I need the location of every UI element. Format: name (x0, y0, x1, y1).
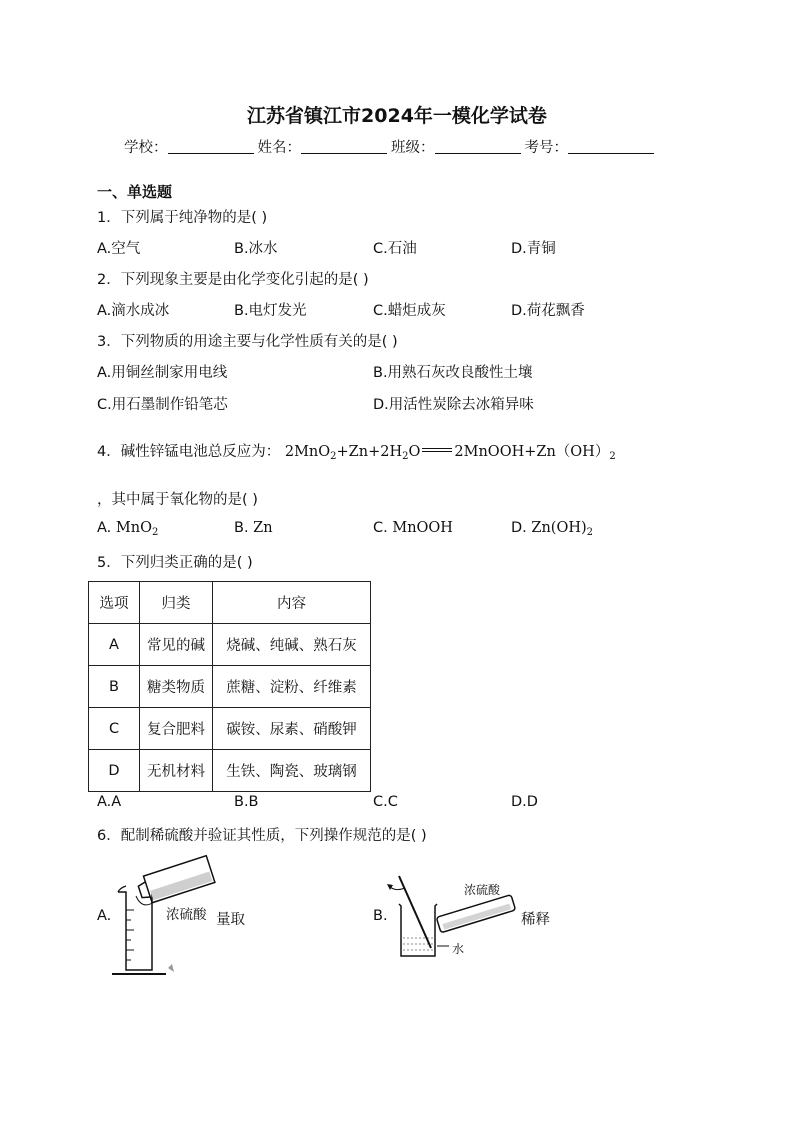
classification-table (88, 581, 371, 792)
class-field[interactable] (435, 139, 521, 154)
school-label: 学校： (124, 140, 168, 156)
q6-a-action: 量取 (216, 912, 245, 928)
q3-option-d[interactable]: D.用活性炭除去冰箱异味 (373, 397, 534, 413)
q6-b-water: 水 (452, 942, 465, 956)
q2-option-c[interactable]: C.蜡炬成灰 (373, 303, 446, 319)
q3-option-c[interactable]: C.用石墨制作铅笔芯 (97, 397, 228, 413)
table-header-row (89, 582, 371, 624)
student-info-line (124, 136, 658, 157)
q4-stem-text: 4．碱性锌锰电池总反应为： (97, 444, 281, 460)
reaction-equation: $2MnO_2+Zn+2H_2O$ $2MnOOH+Zn(OH)_2$ (284, 444, 616, 462)
table-cell: D (89, 750, 140, 792)
number-field[interactable] (568, 139, 654, 154)
q3-option-b[interactable]: B.用熟石灰改良酸性土壤 (373, 365, 533, 381)
table-header: 选项 (89, 582, 140, 624)
q5-option-d[interactable]: D.D (511, 794, 538, 810)
question-1-stem: 1．下列属于纯净物的是( ) (97, 210, 268, 226)
section-heading: 一、单选题 (97, 183, 173, 201)
table-header: 归类 (140, 582, 213, 624)
q3-option-a[interactable]: A.用铜丝制家用电线 (97, 365, 228, 381)
q6-option-a[interactable]: A. (97, 908, 112, 924)
q4-option-b[interactable]: B. Zn (234, 520, 273, 536)
table-cell: C (89, 708, 140, 750)
school-field[interactable] (168, 139, 254, 154)
table-cell: 糖类物质 (140, 666, 213, 708)
table-cell: 复合肥料 (140, 708, 213, 750)
table-cell: 碳铵、尿素、硝酸钾 (213, 708, 371, 750)
q2-option-b[interactable]: B.电灯发光 (234, 303, 307, 319)
question-5-stem: 5．下列归类正确的是( ) (97, 555, 253, 571)
q1-option-a[interactable]: A.空气 (97, 241, 141, 257)
name-label: 姓名： (257, 140, 301, 156)
q6-b-label: 浓硫酸 (464, 883, 501, 897)
q6-a-label: 浓硫酸 (166, 907, 207, 923)
q6-b-action: 稀释 (521, 912, 550, 928)
question-6-stem: 6．配制稀硫酸并验证其性质，下列操作规范的是( ) (97, 828, 427, 844)
q1-option-b[interactable]: B.冰水 (234, 241, 278, 257)
table-row (89, 750, 371, 792)
table-row (89, 666, 371, 708)
class-label: 班级： (391, 140, 435, 156)
q1-option-d[interactable]: D.青铜 (511, 241, 556, 257)
q4-option-a[interactable]: A. MnO$_2$ (97, 520, 159, 538)
table-row (89, 708, 371, 750)
table-row (89, 624, 371, 666)
q4-option-d[interactable]: D. $Zn(OH)_2$ (511, 520, 594, 538)
q5-option-b[interactable]: B.B (234, 794, 259, 810)
q6-option-b[interactable]: B. (373, 908, 388, 924)
table-cell: 烧碱、纯碱、熟石灰 (213, 624, 371, 666)
question-4-stem (97, 440, 616, 462)
q4-stem-continued: ，其中属于氧化物的是( ) (97, 492, 258, 508)
q2-option-d[interactable]: D.荷花飘香 (511, 303, 585, 319)
table-header: 内容 (213, 582, 371, 624)
table-cell: 无机材料 (140, 750, 213, 792)
q1-option-c[interactable]: C.石油 (373, 241, 417, 257)
number-label: 考号： (524, 140, 568, 156)
q5-option-a[interactable]: A.A (97, 794, 122, 810)
table-cell: B (89, 666, 140, 708)
question-3-stem: 3．下列物质的用途主要与化学性质有关的是( ) (97, 334, 398, 350)
q4-option-c[interactable]: C. MnOOH (373, 520, 453, 536)
q5-option-c[interactable]: C.C (373, 794, 398, 810)
question-2-stem: 2．下列现象主要是由化学变化引起的是( ) (97, 272, 369, 288)
q2-option-a[interactable]: A.滴水成冰 (97, 303, 170, 319)
table-cell: A (89, 624, 140, 666)
table-cell: 常见的碱 (140, 624, 213, 666)
page-title: 江苏省镇江市2024年一模化学试卷 (247, 105, 547, 127)
table-cell: 蔗糖、淀粉、纤维素 (213, 666, 371, 708)
table-cell: 生铁、陶瓷、玻璃钢 (213, 750, 371, 792)
name-field[interactable] (301, 139, 387, 154)
